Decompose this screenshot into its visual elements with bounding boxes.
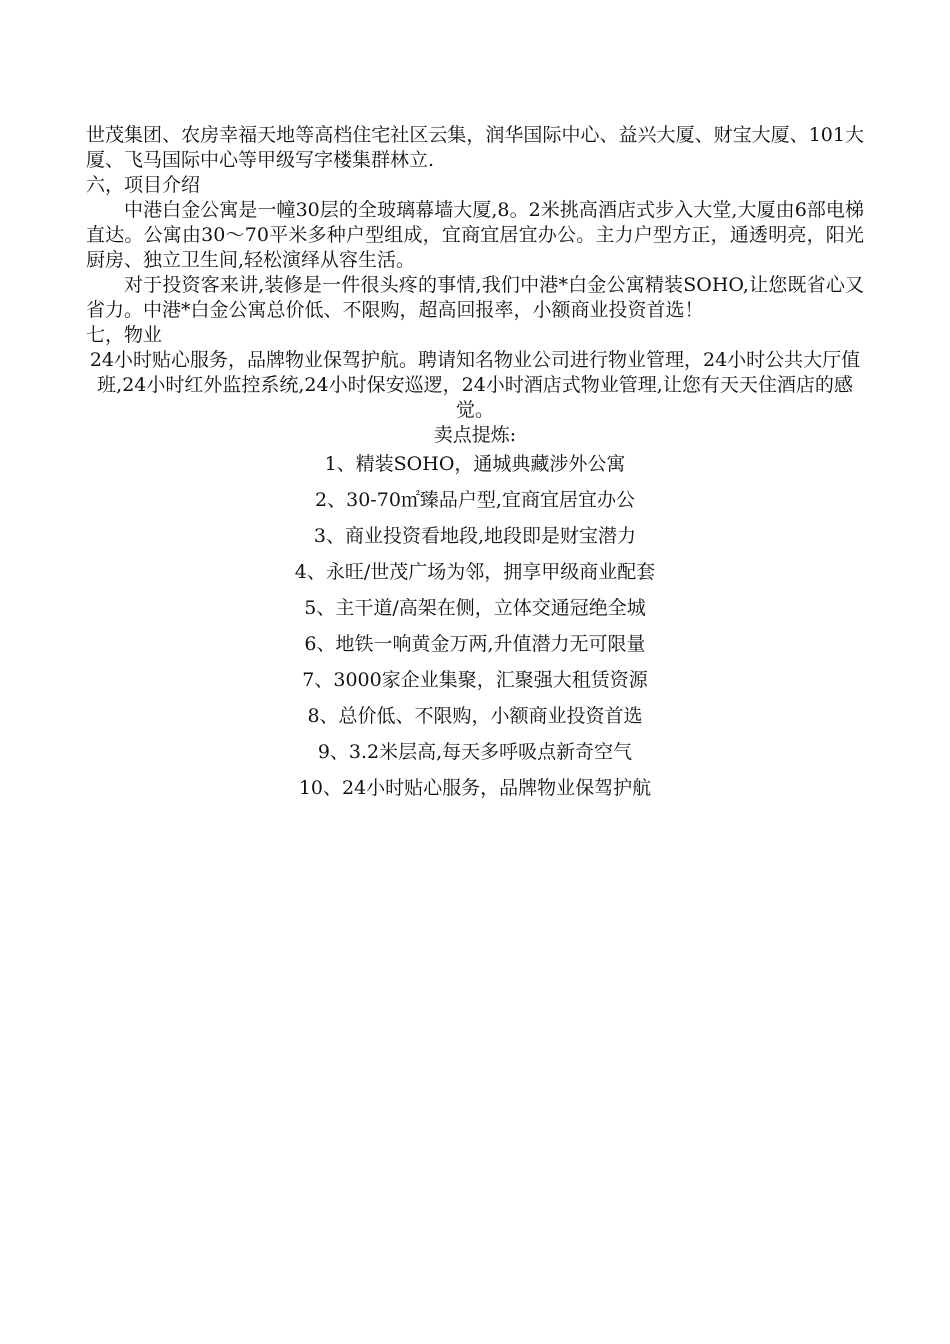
section-6-paragraph-2: 对于投资客来讲,装修是一件很头疼的事情,我们中港*白金公寓精装SOHO,让您既省心又省力。中港*白金公寓总价低、不限购，超高回报率，小额商业投资首选！	[86, 274, 864, 321]
selling-point-item: 3、商业投资看地段,地段即是财宝潜力	[313, 525, 637, 547]
selling-point-item: 7、3000家企业集聚，汇聚强大租赁资源	[302, 669, 648, 691]
selling-point-item: 8、总价低、不限购，小额商业投资首选	[307, 705, 643, 727]
selling-point-item: 5、主干道/高架在侧，立体交通冠绝全城	[304, 597, 646, 619]
selling-points-list	[86, 452, 864, 801]
selling-point-item: 2、30-70㎡臻品户型,宜商宜居宜办公	[315, 489, 635, 511]
selling-point-item: 9、3.2米层高,每天多呼吸点新奇空气	[317, 741, 633, 763]
document-body	[86, 123, 864, 801]
section-6-paragraph-1: 中港白金公寓是一幢30层的全玻璃幕墙大厦,8。2米挑高酒店式步入大堂,大厦由6部电梯直达。公寓由30～70平米多种户型组成，宜商宜居宜办公。主力户型方正，通透明亮，阳光厨房、独立卫生间,轻松演绎从容生活。	[86, 199, 864, 271]
section-6-heading: 六，项目介绍	[86, 174, 201, 196]
selling-point-item: 1、精装SOHO，通城典藏涉外公寓	[324, 453, 626, 475]
section-7-paragraph: 24小时贴心服务，品牌物业保驾护航。聘请知名物业公司进行物业管理，24小时公共大厅值班,24小时红外监控系统,24小时保安巡逻，24小时酒店式物业管理,让您有天天住酒店的感觉。	[89, 349, 861, 421]
selling-points-title: 卖点提炼:	[433, 424, 517, 446]
selling-point-item: 10、24小时贴心服务，品牌物业保驾护航	[298, 777, 652, 799]
selling-point-item: 6、地铁一响黄金万两,升值潜力无可限量	[304, 633, 646, 655]
section-7-heading: 七，物业	[86, 324, 163, 346]
selling-point-item: 4、永旺/世茂广场为邻，拥享甲级商业配套	[294, 561, 656, 583]
intro-continuation-paragraph: 世茂集团、农房幸福天地等高档住宅社区云集，润华国际中心、益兴大厦、财宝大厦、101大厦、飞马国际中心等甲级写字楼集群林立.	[86, 124, 864, 171]
